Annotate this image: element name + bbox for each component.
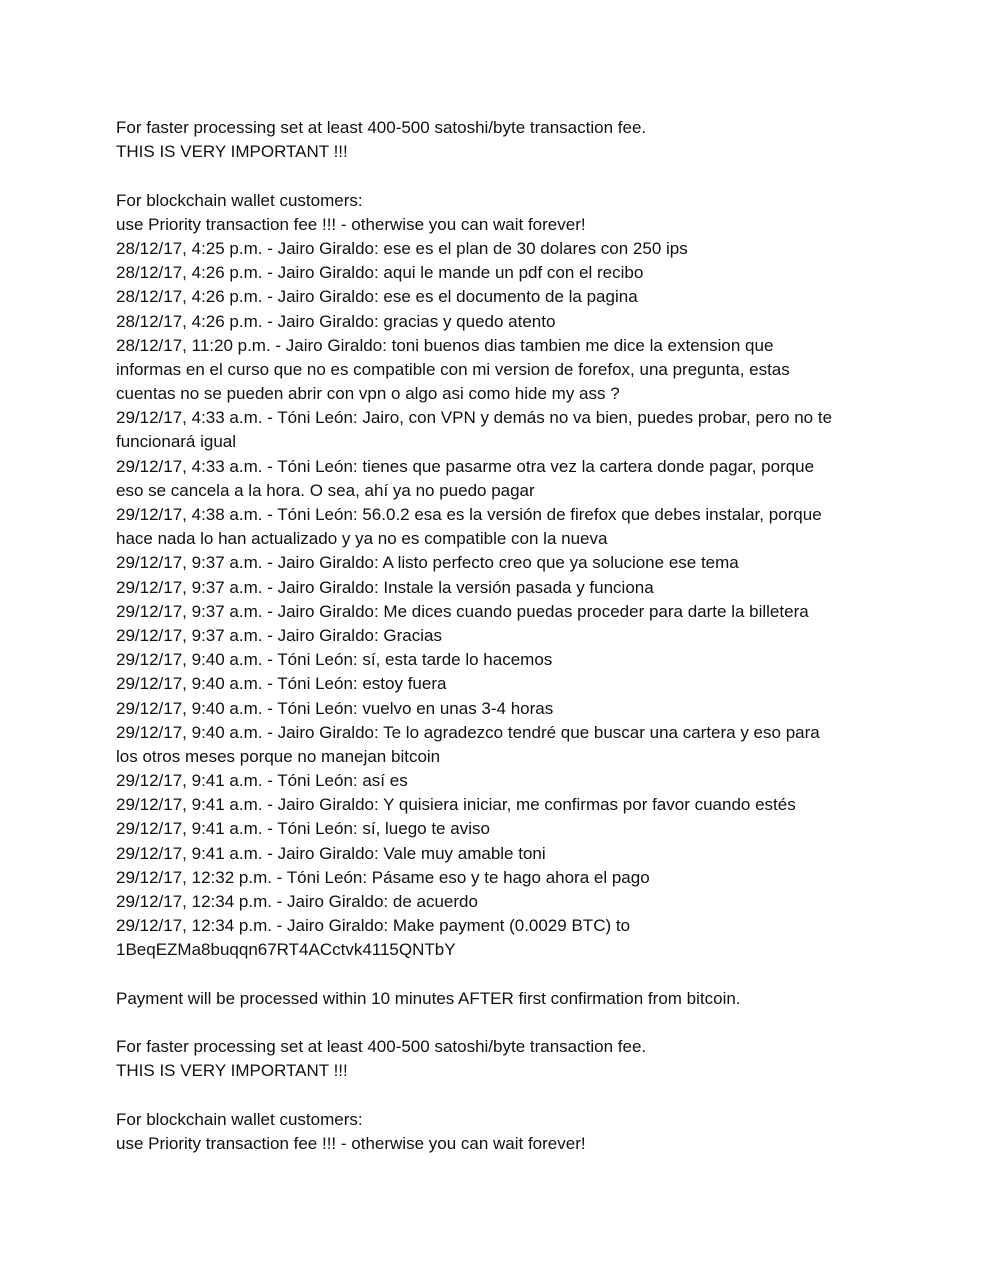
chat-log — [116, 237, 906, 963]
chat-line: 29/12/17, 12:34 p.m. - Jairo Giraldo: Make payment (0.0029 BTC) to — [116, 916, 631, 936]
chat-line: 29/12/17, 9:40 a.m. - Jairo Giraldo: Te lo agradezco tendré que buscar una cartera y eso para — [116, 722, 820, 742]
chat-line: 29/12/17, 9:41 a.m. - Tóni León: así es — [116, 771, 408, 791]
chat-line: informas en el curso que no es compatible con mi version de forefox, una pregunta, estas — [116, 359, 790, 379]
payment-note: Payment will be processed within 10 minutes AFTER first confirmation from bitcoin. — [116, 988, 741, 1008]
important-notice-top: THIS IS VERY IMPORTANT !!! — [116, 142, 348, 162]
chat-line: 29/12/17, 9:40 a.m. - Tóni León: estoy fuera — [116, 674, 447, 694]
priority-note-bottom: use Priority transaction fee !!! - otherwise you can wait forever! — [116, 1133, 586, 1153]
chat-line: 29/12/17, 12:32 p.m. - Tóni León: Pásame eso y te hago ahora el pago — [116, 867, 650, 887]
bitcoin-address: 1BeqEZMa8buqqn67RT4ACctvk4115QNTbY — [116, 940, 456, 960]
chat-line: 29/12/17, 9:41 a.m. - Tóni León: sí, luego te aviso — [116, 819, 490, 839]
chat-line: 29/12/17, 9:37 a.m. - Jairo Giraldo: Me dices cuando puedas proceder para darte la billetera — [116, 601, 809, 621]
spacer — [116, 164, 906, 188]
chat-line: eso se cancela a la hora. O sea, ahí ya no puedo pagar — [116, 480, 535, 500]
chat-line: 28/12/17, 4:25 p.m. - Jairo Giraldo: ese es el plan de 30 dolares con 250 ips — [116, 238, 688, 258]
chat-line: 29/12/17, 12:34 p.m. - Jairo Giraldo: de acuerdo — [116, 892, 478, 911]
chat-line: 28/12/17, 11:20 p.m. - Jairo Giraldo: toni buenos dias tambien me dice la extension que — [116, 335, 774, 355]
chat-line: 28/12/17, 4:26 p.m. - Jairo Giraldo: gracias y quedo atento — [116, 311, 556, 331]
priority-note-top: use Priority transaction fee !!! - otherwise you can wait forever! — [116, 214, 586, 234]
wallet-heading-top: For blockchain wallet customers: — [116, 190, 363, 210]
chat-line: hace nada lo han actualizado y ya no es compatible con la nueva — [116, 529, 608, 549]
chat-line: 29/12/17, 9:37 a.m. - Jairo Giraldo: Gracias — [116, 625, 442, 645]
spacer — [116, 1084, 906, 1108]
chat-line: 29/12/17, 4:38 a.m. - Tóni León: 56.0.2 esa es la versión de firefox que debes instalar, porque — [116, 505, 822, 524]
chat-line: 29/12/17, 9:41 a.m. - Jairo Giraldo: Vale muy amable toni — [116, 843, 546, 863]
chat-line: 29/12/17, 9:40 a.m. - Tóni León: sí, esta tarde lo hacemos — [116, 650, 553, 670]
spacer — [116, 1011, 906, 1035]
chat-line: 29/12/17, 9:37 a.m. - Jairo Giraldo: A listo perfecto creo que ya solucione ese tema — [116, 553, 739, 573]
wallet-heading-bottom: For blockchain wallet customers: — [116, 1109, 363, 1129]
chat-line: 29/12/17, 9:37 a.m. - Jairo Giraldo: Instale la versión pasada y funciona — [116, 577, 654, 597]
fee-note-bottom: For faster processing set at least 400-500 satoshi/byte transaction fee. — [116, 1037, 647, 1057]
chat-line: funcionará igual — [116, 432, 237, 452]
chat-line: 28/12/17, 4:26 p.m. - Jairo Giraldo: aqui le mande un pdf con el recibo — [116, 263, 644, 283]
chat-line: 29/12/17, 4:33 a.m. - Tóni León: Jairo, con VPN y demás no va bien, puedes probar, pero no te — [116, 408, 833, 428]
chat-line: 28/12/17, 4:26 p.m. - Jairo Giraldo: ese es el documento de la pagina — [116, 287, 638, 307]
document-page — [116, 116, 906, 1156]
chat-line: 29/12/17, 9:40 a.m. - Tóni León: vuelvo en unas 3-4 horas — [116, 698, 554, 718]
chat-line: 29/12/17, 4:33 a.m. - Tóni León: tienes que pasarme otra vez la cartera donde pagar, porque — [116, 456, 815, 476]
fee-note-top: For faster processing set at least 400-500 satoshi/byte transaction fee. — [116, 118, 647, 137]
spacer — [116, 963, 906, 987]
chat-line: 29/12/17, 9:41 a.m. - Jairo Giraldo: Y quisiera iniciar, me confirmas por favor cuando estés — [116, 795, 796, 815]
chat-line: cuentas no se pueden abrir con vpn o algo asi como hide my ass ? — [116, 384, 620, 404]
important-notice-bottom: THIS IS VERY IMPORTANT !!! — [116, 1061, 348, 1081]
chat-line: los otros meses porque no manejan bitcoin — [116, 746, 441, 766]
